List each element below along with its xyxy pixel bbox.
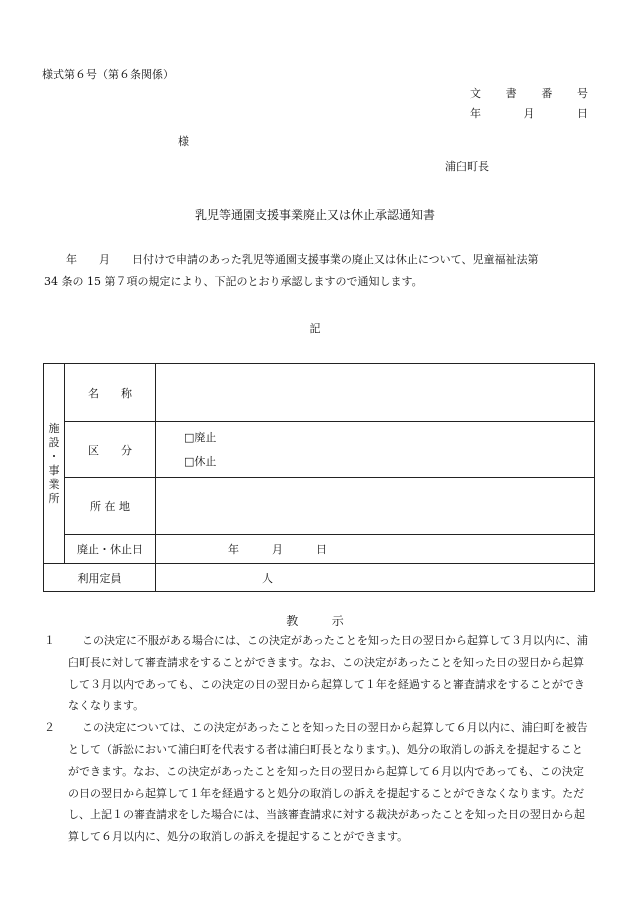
facility-table (43, 363, 595, 592)
ki-heading: 記 (309, 322, 321, 335)
option-haishi[interactable]: □廃止 (184, 430, 217, 444)
date-year: 年 (470, 107, 481, 120)
document-number-label (470, 85, 588, 101)
option-kyushi[interactable]: □休止 (184, 454, 217, 468)
capacity-field[interactable]: 人 (156, 564, 595, 592)
body-paragraph (44, 249, 588, 293)
form-number: 様式第６号（第６条関係） (42, 68, 174, 81)
body-line-2: 34 条の 15 第７項の規定により、下記のとおり承認しますので通知します。 (44, 275, 423, 288)
docnum-char: 文 (470, 87, 481, 100)
body-line-1: 年 月 日付けで申請のあった乳児等通園支援事業の廃止又は休止について、児童福祉法第 (66, 253, 539, 266)
closure-date-field[interactable]: 年 月 日 (156, 535, 595, 564)
recipient-suffix: 様 (178, 135, 189, 148)
closure-date-label: 廃止・休止日 (65, 535, 156, 564)
name-label: 名 称 (65, 364, 156, 422)
kyoji-item (44, 630, 592, 717)
capacity-label: 利用定員 (44, 564, 156, 592)
kyoji-item-text: この決定に不服がある場合には、この決定があったことを知った日の翌日から起算して３月以内に、浦臼町長に対して審査請求をすることができます。なお、この決定があったことを知った日の翌日から起算して３月以内であっても、この決定の日の翌日から起算して１年を経過すると審査請求をすることができなくなります。 (68, 634, 588, 713)
kyoji-heading: 教示 (286, 614, 378, 628)
name-field[interactable] (156, 364, 595, 422)
date-day: 日 (577, 107, 588, 120)
kyoji-item-text: この決定については、この決定があったことを知った日の翌日から起算して６月以内に、浦臼町を被告として（訴訟において浦臼町を代表する者は浦臼町長となります。)、処分の取消しの訴えを提起することができます。なお、この決定があったことを知った日の翌日から起算して６月以内であっても、この決定の日の翌日から起算して１年を経過すると処分の取消しの訴えを提起することができなくなります。ただし、上記１の審査請求をした場合には、当該審査請求に対する裁決があったことを知った日の翌日から起算して６月以内に、処分の取消しの訴えを提起することができます。 (68, 721, 588, 844)
kyoji-item-number: ２ (44, 721, 55, 735)
address-field[interactable] (156, 478, 595, 535)
docnum-char: 号 (576, 87, 588, 100)
docnum-char: 番 (541, 87, 553, 100)
facility-group-label: 施 設 ・ 事 業 所 (44, 364, 65, 564)
issuer-name: 浦臼町長 (445, 160, 489, 173)
document-title: 乳児等通園支援事業廃止又は休止承認通知書 (194, 208, 435, 222)
kyoji-item-number: １ (44, 634, 55, 647)
docnum-char: 書 (505, 87, 517, 100)
category-label: 区 分 (65, 422, 156, 478)
kyoji-notes (44, 630, 592, 848)
document-date-line (470, 105, 588, 121)
address-label: 所 在 地 (65, 478, 156, 535)
kyoji-item (44, 717, 592, 848)
category-options (156, 422, 595, 478)
date-month: 月 (523, 107, 535, 120)
